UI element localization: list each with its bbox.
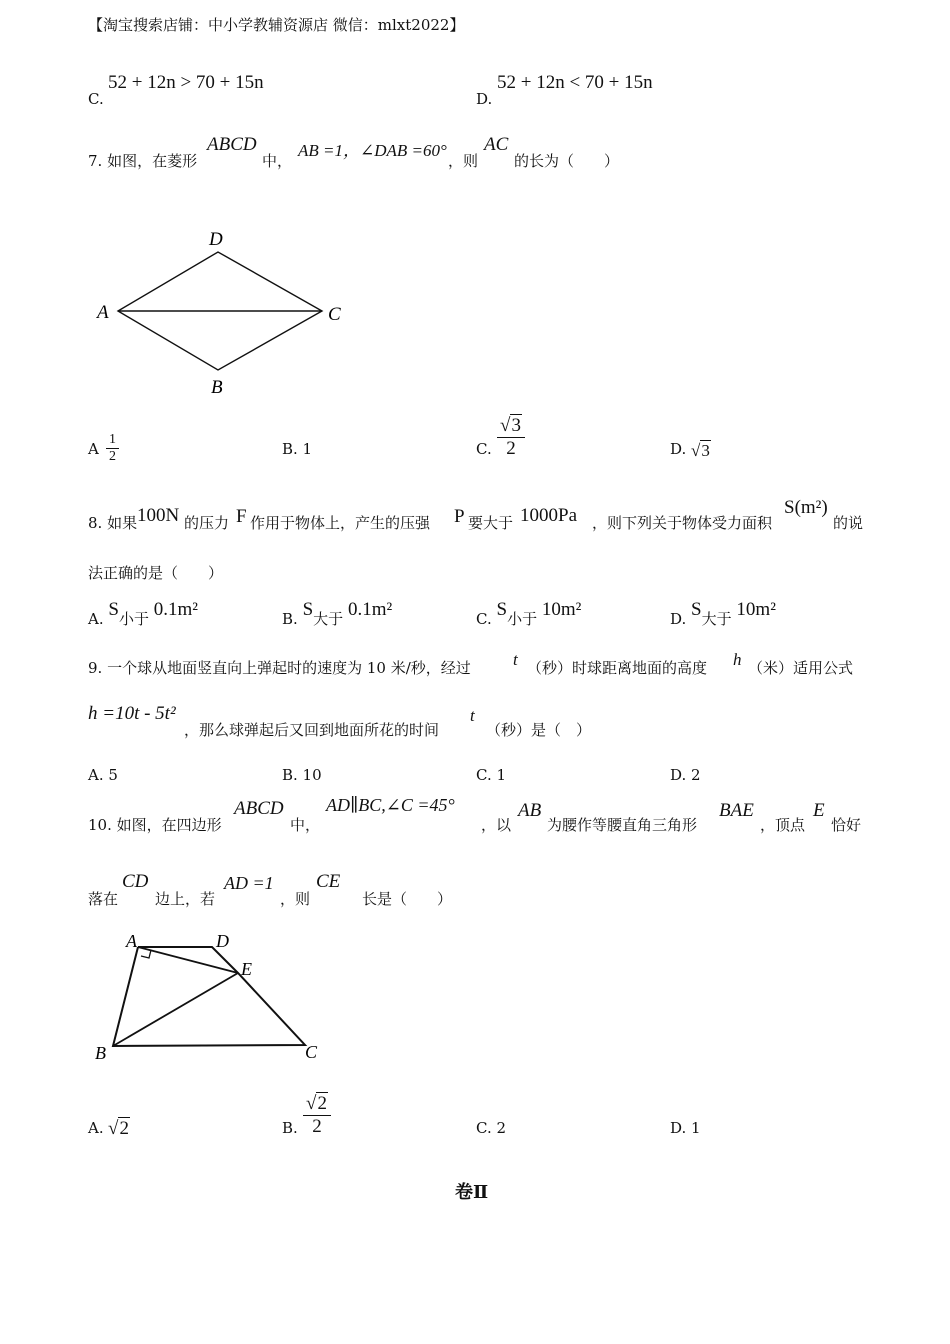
q9-h: h (733, 650, 742, 669)
q8-option-a: A. S小于 0.1m² (88, 599, 198, 628)
q6-option-d-label: D. (476, 90, 493, 108)
section-title: 卷Ⅱ (455, 1182, 489, 1203)
q8-option-b: B. S大于 0.1m² (282, 599, 393, 628)
label-c: C (305, 1042, 318, 1062)
label-b: B (211, 377, 223, 398)
q10-option-a-label: A. (88, 1119, 104, 1137)
q7-given: AB =1，∠DAB =60° (298, 141, 447, 160)
q7-rhombus-figure (90, 222, 360, 402)
q8-option-c: C. S小于 10m² (476, 599, 582, 628)
q8-stem-6: 的说 (833, 514, 864, 532)
q10-option-b-fraction: $\frac{√2}{2}$ (303, 1093, 331, 1138)
q10-e: E (813, 800, 825, 821)
q8-stem-1: 8. 如果 (88, 514, 138, 532)
q9-t2: t (470, 706, 475, 725)
q7-stem-then: ，则 (448, 152, 479, 170)
q9-option-d: D. 2 (670, 766, 701, 784)
q8-p: P (454, 506, 465, 527)
q9-formula: h =10t - 5t² (88, 703, 176, 724)
q10-stem-4: 为腰作等腰直角三角形 (547, 816, 698, 834)
q7-stem-tail: 的长为（ ） (514, 152, 620, 170)
label-d: D (209, 229, 223, 250)
q9-stem-2: （秒）时球距离地面的高度 (527, 659, 708, 677)
q10-cd: CD (122, 871, 149, 892)
segment-be (113, 973, 238, 1046)
q9-stem-1: 9. 一个球从地面竖直向上弹起时的速度为 10 米/秒，经过 (88, 659, 471, 677)
q7-stem-start: 7. 如图，在菱形 (88, 152, 198, 170)
q9-t: t (513, 650, 518, 669)
q7-stem-mid: 中， (262, 152, 293, 170)
q10-stem-2: 中， (290, 816, 321, 834)
label-a: A (126, 931, 137, 951)
q8-stem-3: 作用于物体上，产生的压强 (250, 514, 431, 532)
q10-option-a-sqrt: √2 (108, 1118, 129, 1139)
label-a: A (97, 302, 109, 323)
quadrilateral-outline (113, 947, 305, 1046)
q9-option-c: C. 1 (476, 766, 507, 784)
q10-ab: AB (518, 800, 542, 821)
q10-quadrilateral-figure (90, 926, 330, 1066)
q6-option-c-label: C. (88, 90, 104, 108)
q10-line2-c: ，则 (280, 890, 311, 908)
q7-option-b: B. 1 (282, 440, 313, 458)
q8-stem-4: 要大于 (468, 514, 514, 532)
q10-given: AD∥BC,∠C =45° (326, 795, 455, 815)
q7-shape: ABCD (207, 134, 257, 155)
q7-target: AC (484, 134, 509, 155)
q7-option-d-sqrt: √3 (691, 441, 710, 460)
label-c: C (328, 304, 341, 325)
q10-line2-b: 边上，若 (155, 890, 216, 908)
label-d: D (216, 931, 229, 951)
q7-option-a-fraction: $\frac{1}{2}$ (106, 432, 119, 465)
q8-stem-line2: 法正确的是（ ） (88, 564, 224, 582)
q10-line2-d: 长是（ ） (362, 890, 453, 908)
q7-option-c-fraction: $\frac{√3}{2}$ (497, 415, 525, 460)
q8-stem-2: 的压力 (184, 514, 230, 532)
page-header: 【淘宝搜索店铺：中小学教辅资源店 微信：mlxt2022】 (88, 16, 465, 34)
q10-line2-a: 落在 (88, 890, 119, 908)
right-angle-mark (141, 950, 151, 958)
label-e: E (241, 959, 252, 979)
q8-f: F (236, 506, 247, 527)
q7-option-c-label: C. (476, 440, 492, 458)
q7-option-d-label: D. (670, 440, 687, 458)
q9-stem-3: （米）适用公式 (748, 659, 854, 677)
q8-pressure: 1000Pa (520, 505, 577, 526)
q8-force: 100N (137, 505, 180, 526)
q10-option-c: C. 2 (476, 1119, 507, 1137)
q10-stem-5: ，顶点 (760, 816, 806, 834)
q10-stem-6: 恰好 (831, 816, 862, 834)
q7-option-a-label: A (88, 440, 99, 458)
q10-option-d: D. 1 (670, 1119, 701, 1137)
q10-ce: CE (316, 871, 341, 892)
label-b: B (95, 1043, 106, 1063)
q9-stem-4: ，那么球弹起后又回到地面所花的时间 (184, 721, 440, 739)
q8-stem-5: ，则下列关于物体受力面积 (592, 514, 773, 532)
q6-option-d-expr: 52 + 12n < 70 + 15n (497, 72, 653, 93)
q10-ad: AD =1 (224, 873, 274, 893)
q8-s-unit: S(m²) (784, 497, 828, 518)
q8-option-d: D. S大于 10m² (670, 599, 776, 628)
q9-option-b: B. 10 (282, 766, 322, 784)
q10-bae: BAE (719, 800, 754, 821)
q10-stem-3: ，以 (481, 816, 512, 834)
q10-shape: ABCD (234, 798, 284, 819)
q10-stem-1: 10. 如图，在四边形 (88, 816, 222, 834)
q6-option-c-expr: 52 + 12n > 70 + 15n (108, 72, 264, 93)
q9-option-a: A. 5 (88, 766, 118, 784)
q9-stem-5: （秒）是（ ） (486, 721, 592, 739)
q10-option-b-label: B. (282, 1119, 298, 1137)
